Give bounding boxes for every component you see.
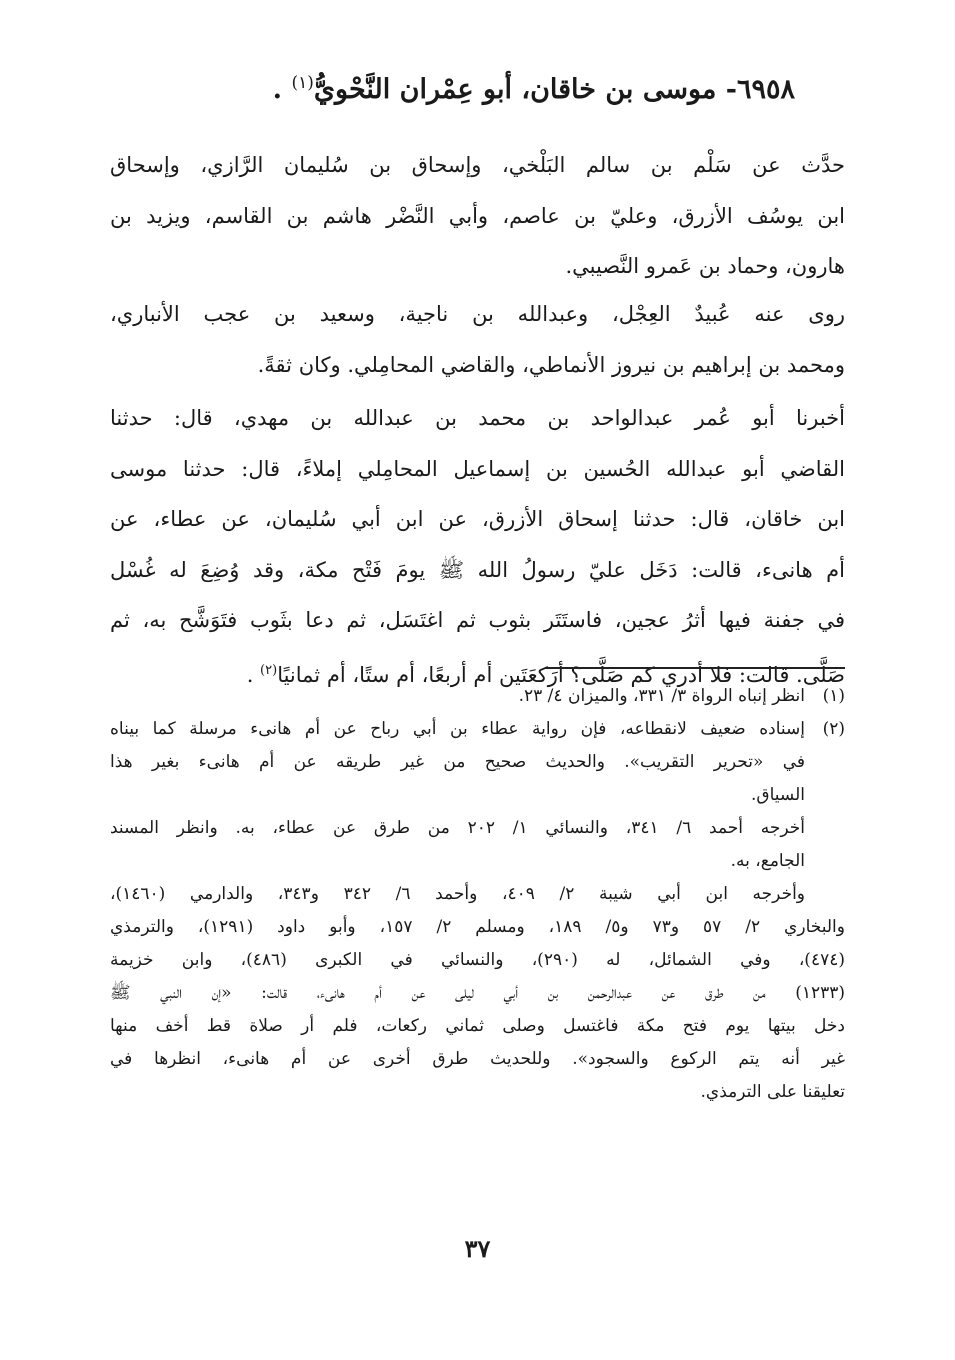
footnote-separator	[545, 667, 845, 669]
footnote-ref-2[interactable]: (٢)	[260, 662, 278, 678]
footnote-line: (٤٧٤)، وفي الشمائل، له (٢٩٠)، والنسائي في الكبرى (٤٨٦)، وابن خزيمة	[110, 950, 845, 970]
footnote-2-continuation	[110, 878, 845, 1109]
footnote-line: إسناده ضعيف لانقطاعه، فإن رواية عطاء بن أبي رباح عن أم هانىء مرسلة كما بيناه	[110, 719, 805, 739]
footnote-line: غير أنه يتم الركوع والسجود». وللحديث طرق أخرى عن أم هانىء، انظرها في	[110, 1049, 845, 1069]
text-line: صَلَّى. قالت: فلا أدري كم صَلَّى؟ أرَكعَتَين أم أربعًا، أم ستًا، أم ثمانيًا	[277, 662, 845, 687]
footnote-line: في «تحرير التقريب». والحديث صحيح من غير طريقه عن أم هانىء بغير هذا	[110, 752, 805, 772]
text-line: في جفنة فيها أثرُ عجين، فاستَتَر بثوب ثم اغتَسَل، ثم دعا بثَوب فتَوَشَّح به، ثم	[110, 608, 845, 632]
footnote-text	[110, 713, 805, 812]
footnote-ref-1[interactable]: (١)	[291, 73, 314, 93]
text-line: ابن خاقان، قال: حدثنا إسحاق الأزرق، عن ابن أبي سُليمان، عن عطاء، عن	[110, 507, 845, 531]
entry-heading	[235, 62, 795, 111]
text-line: روى عنه عُبيدٌ العِجْل، وعبدالله بن ناجية، وسعيد بن عجب الأنباري،	[110, 302, 845, 326]
text-line: أم هانىء، قالت: دَخَل عليّ رسولُ الله ﷺ يومَ فَتْح مكة، وقد وُضِعَ له غُسْل	[110, 557, 845, 582]
footnote-line: السياق.	[751, 785, 805, 805]
footnote-line: دخل بيتها يوم فتح مكة فاغتسل وصلى ثماني ركعات، فلم أر صلاة قط أخف منها	[110, 1016, 845, 1036]
text-line: أخبرنا أبو عُمر عبدالواحد بن محمد بن عبدالله بن مهدي، قال: حدثنا	[110, 406, 845, 430]
text-line: حدَّث عن سَلْم بن سالم البَلْخي، وإسحاق بن سُليمان الرَّازي، وإسحاق	[110, 153, 845, 177]
footnote-1	[110, 680, 845, 713]
entry-title-end: .	[272, 74, 292, 105]
footnote-line: الجامع، به.	[730, 851, 805, 871]
page-number: ٣٧	[464, 1234, 491, 1263]
footnotes	[110, 680, 845, 1109]
text-line: القاضي أبو عبدالله الحُسين بن إسماعيل المحامِلي إملاءً، قال: حدثنا موسى	[110, 456, 845, 481]
footnote-line: تعليقنا على الترمذي.	[700, 1082, 845, 1102]
footnote-text	[110, 680, 805, 713]
footnote-line: وأخرجه ابن أبي شيبة ٢/ ٤٠٩، وأحمد ٦/ ٣٤٢ و٣٤٣، والدارمي (١٤٦٠)،	[110, 884, 806, 904]
footnote-2-continuation	[110, 812, 845, 878]
footnote-number: (١)	[822, 686, 845, 706]
text-line: هارون، وحماد بن عَمرو النَّصيبي.	[565, 254, 845, 278]
text-line: ابن يوسُف الأزرق، وعليّ بن عاصم، وأبي النَّضْر هاشم بن القاسم، ويزيد بن	[110, 203, 845, 228]
footnote-line: والبخاري ٢/ ٥٧ و٧٣ و٥/ ١٨٩، ومسلم ٢/ ١٥٧، وأبو داود (١٢٩١)، والترمذي	[110, 917, 845, 937]
text-line: ومحمد بن إبراهيم بن نيروز الأنماطي، والقاضي المحامِلي. وكان ثقةً.	[257, 352, 845, 377]
text-end: .	[246, 662, 261, 687]
footnote-number: (٢)	[822, 719, 845, 739]
footnote-line: أخرجه أحمد ٦/ ٣٤١، والنسائي ١/ ٢٠٢ من طرق عن عطاء، به. وانظر المسند	[110, 818, 806, 838]
footnote-line: انظر إنباه الرواة ٣/ ٣٣١، والميزان ٤/ ٢٣.	[518, 686, 805, 706]
footnote-line: (١٢٣٣) من طرق عن عبدالرحمن بن أبي ليلى عن أم هانىء، قالت: «إن النبي ﷺ	[110, 983, 845, 1003]
footnote-2	[110, 713, 845, 812]
entry-title: ٦٩٥٨- موسى بن خاقان، أبو عِمْران النَّحْويُّ	[313, 74, 795, 105]
paragraph-students	[110, 289, 845, 390]
paragraph-teachers	[110, 140, 845, 292]
paragraph-hadith	[110, 393, 845, 696]
